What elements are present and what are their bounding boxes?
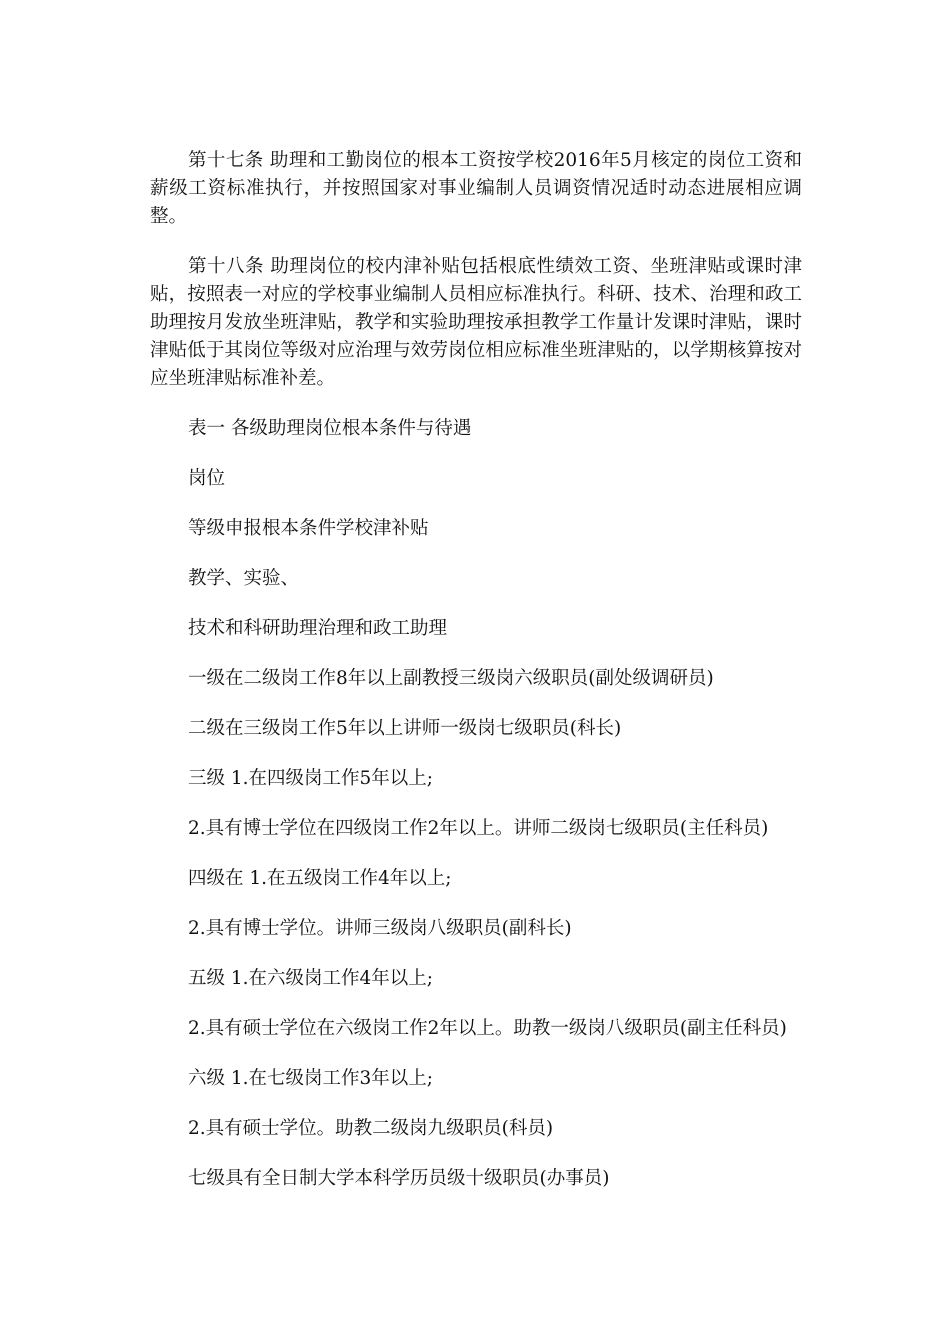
table-title: 表一 各级助理岗位根本条件与待遇 bbox=[188, 418, 472, 439]
table-line: 2.具有博士学位在四级岗工作2年以上。讲师二级岗七级职员(主任科员) bbox=[188, 818, 769, 839]
table-line: 四级在 1.在五级岗工作4年以上; bbox=[188, 868, 452, 889]
table-line: 2.具有硕士学位在六级岗工作2年以上。助教一级岗八级职员(副主任科员) bbox=[188, 1018, 787, 1039]
table-line: 岗位 bbox=[188, 468, 226, 489]
table-line: 一级在二级岗工作8年以上副教授三级岗六级职员(副处级调研员) bbox=[188, 668, 714, 689]
article-17-paragraph: 第十七条 助理和工勤岗位的根本工资按学校2016年5月核定的岗位工资和薪级工资标准执行，并按照国家对事业编制人员调资情况适时动态进展相应调整。 bbox=[150, 150, 802, 227]
table-line: 二级在三级岗工作5年以上讲师一级岗七级职员(科长) bbox=[188, 718, 622, 739]
table-line: 技术和科研助理治理和政工助理 bbox=[188, 618, 448, 639]
table-line: 三级 1.在四级岗工作5年以上; bbox=[188, 768, 434, 789]
document-body bbox=[150, 147, 802, 1215]
article-18-paragraph: 第十八条 助理岗位的校内津补贴包括根底性绩效工资、坐班津贴或课时津贴，按照表一对应的学校事业编制人员相应标准执行。科研、技术、治理和政工助理按月发放坐班津贴，教学和实验助理按承担教学工作量计发课时津贴，课时津贴低于其岗位等级对应治理与效劳岗位相应标准坐班津贴的，以学期核算按对应坐班津贴标准补差。 bbox=[150, 256, 802, 389]
table-line: 教学、实验、 bbox=[188, 568, 300, 589]
table-line: 等级申报根本条件学校津补贴 bbox=[188, 518, 429, 539]
table-line: 2.具有博士学位。讲师三级岗八级职员(副科长) bbox=[188, 918, 572, 939]
table-line: 五级 1.在六级岗工作4年以上; bbox=[188, 968, 434, 989]
table-line: 2.具有硕士学位。助教二级岗九级职员(科员) bbox=[188, 1118, 554, 1139]
table-line: 六级 1.在七级岗工作3年以上; bbox=[188, 1068, 434, 1089]
table-line: 七级具有全日制大学本科学历员级十级职员(办事员) bbox=[188, 1168, 610, 1189]
